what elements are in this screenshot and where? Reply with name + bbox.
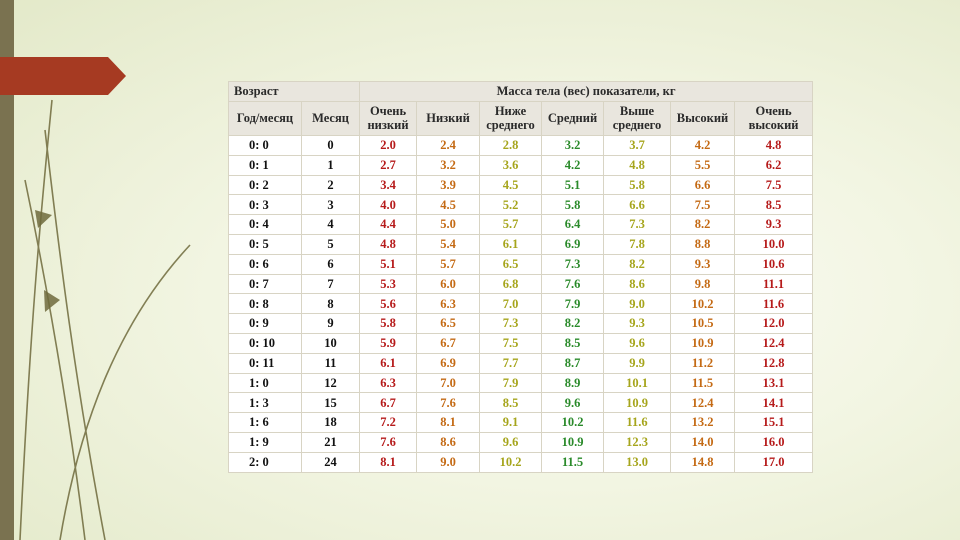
table-row: [229, 353, 813, 373]
above-average-cell: 9.6: [604, 333, 671, 353]
above-average-cell: 10.9: [604, 393, 671, 413]
high-cell: 5.5: [671, 155, 735, 175]
column-header: Низкий: [417, 102, 480, 136]
below-average-cell: 6.5: [480, 254, 542, 274]
very-high-cell: 13.1: [735, 373, 813, 393]
very-low-cell: 2.7: [360, 155, 417, 175]
high-cell: 9.3: [671, 254, 735, 274]
low-cell: 7.6: [417, 393, 480, 413]
table-row: [229, 452, 813, 472]
column-header: Месяц: [302, 102, 360, 136]
age-cell: 0: 9: [229, 314, 302, 334]
average-cell: 7.9: [542, 294, 604, 314]
age-cell: 0: 4: [229, 215, 302, 235]
below-average-cell: 7.7: [480, 353, 542, 373]
high-cell: 10.5: [671, 314, 735, 334]
low-cell: 6.7: [417, 333, 480, 353]
low-cell: 4.5: [417, 195, 480, 215]
table-row: [229, 234, 813, 254]
average-cell: 5.8: [542, 195, 604, 215]
age-cell: 0: 8: [229, 294, 302, 314]
above-average-cell: 7.3: [604, 215, 671, 235]
very-high-cell: 15.1: [735, 413, 813, 433]
very-high-cell: 10.6: [735, 254, 813, 274]
low-cell: 8.1: [417, 413, 480, 433]
low-cell: 9.0: [417, 452, 480, 472]
very-high-cell: 12.4: [735, 333, 813, 353]
above-average-cell: 11.6: [604, 413, 671, 433]
column-header: Высокий: [671, 102, 735, 136]
age-cell: 0: 2: [229, 175, 302, 195]
very-low-cell: 5.1: [360, 254, 417, 274]
column-header: Выше среднего: [604, 102, 671, 136]
very-high-cell: 10.0: [735, 234, 813, 254]
very-high-cell: 12.0: [735, 314, 813, 334]
age-cell: 0: 5: [229, 234, 302, 254]
column-header: Средний: [542, 102, 604, 136]
low-cell: 3.9: [417, 175, 480, 195]
very-high-cell: 8.5: [735, 195, 813, 215]
very-low-cell: 6.1: [360, 353, 417, 373]
high-cell: 9.8: [671, 274, 735, 294]
high-cell: 4.2: [671, 136, 735, 156]
table-row: [229, 136, 813, 156]
weight-table-container: [228, 81, 812, 469]
low-cell: 2.4: [417, 136, 480, 156]
average-cell: 7.6: [542, 274, 604, 294]
high-cell: 11.2: [671, 353, 735, 373]
age-cell: 0: 11: [229, 353, 302, 373]
average-cell: 6.4: [542, 215, 604, 235]
table-row: [229, 294, 813, 314]
below-average-cell: 10.2: [480, 452, 542, 472]
below-average-cell: 8.5: [480, 393, 542, 413]
very-low-cell: 6.3: [360, 373, 417, 393]
low-cell: 6.5: [417, 314, 480, 334]
above-average-cell: 13.0: [604, 452, 671, 472]
average-cell: 6.9: [542, 234, 604, 254]
low-cell: 6.3: [417, 294, 480, 314]
very-high-cell: 9.3: [735, 215, 813, 235]
month-cell: 11: [302, 353, 360, 373]
low-cell: 6.0: [417, 274, 480, 294]
below-average-cell: 2.8: [480, 136, 542, 156]
above-average-cell: 9.3: [604, 314, 671, 334]
below-average-cell: 9.6: [480, 432, 542, 452]
below-average-cell: 6.1: [480, 234, 542, 254]
average-cell: 10.2: [542, 413, 604, 433]
age-cell: 1: 0: [229, 373, 302, 393]
very-low-cell: 5.6: [360, 294, 417, 314]
month-cell: 3: [302, 195, 360, 215]
low-cell: 3.2: [417, 155, 480, 175]
age-cell: 0: 10: [229, 333, 302, 353]
very-low-cell: 4.4: [360, 215, 417, 235]
column-header: Очень высокий: [735, 102, 813, 136]
table-row: [229, 274, 813, 294]
above-average-cell: 5.8: [604, 175, 671, 195]
high-cell: 8.8: [671, 234, 735, 254]
age-cell: 0: 7: [229, 274, 302, 294]
above-average-cell: 4.8: [604, 155, 671, 175]
table-row: [229, 413, 813, 433]
above-average-cell: 8.6: [604, 274, 671, 294]
month-cell: 5: [302, 234, 360, 254]
below-average-cell: 4.5: [480, 175, 542, 195]
very-low-cell: 8.1: [360, 452, 417, 472]
high-cell: 10.2: [671, 294, 735, 314]
high-cell: 8.2: [671, 215, 735, 235]
high-cell: 14.0: [671, 432, 735, 452]
very-high-cell: 12.8: [735, 353, 813, 373]
table-row: [229, 254, 813, 274]
month-cell: 9: [302, 314, 360, 334]
table-row: [229, 175, 813, 195]
table-row: [229, 195, 813, 215]
very-high-cell: 16.0: [735, 432, 813, 452]
weight-table: [228, 81, 813, 473]
month-cell: 21: [302, 432, 360, 452]
age-cell: 1: 3: [229, 393, 302, 413]
above-average-cell: 6.6: [604, 195, 671, 215]
above-average-cell: 9.0: [604, 294, 671, 314]
below-average-cell: 9.1: [480, 413, 542, 433]
table-row: [229, 155, 813, 175]
average-cell: 9.6: [542, 393, 604, 413]
high-cell: 12.4: [671, 393, 735, 413]
below-average-cell: 5.7: [480, 215, 542, 235]
average-cell: 7.3: [542, 254, 604, 274]
month-cell: 4: [302, 215, 360, 235]
header-mass-group: Масса тела (вес) показатели, кг: [360, 82, 813, 102]
age-cell: 0: 6: [229, 254, 302, 274]
age-cell: 0: 3: [229, 195, 302, 215]
above-average-cell: 12.3: [604, 432, 671, 452]
month-cell: 1: [302, 155, 360, 175]
table-body: [229, 136, 813, 473]
above-average-cell: 10.1: [604, 373, 671, 393]
below-average-cell: 7.0: [480, 294, 542, 314]
low-cell: 5.4: [417, 234, 480, 254]
very-low-cell: 7.2: [360, 413, 417, 433]
age-cell: 0: 0: [229, 136, 302, 156]
month-cell: 24: [302, 452, 360, 472]
very-high-cell: 11.1: [735, 274, 813, 294]
average-cell: 8.7: [542, 353, 604, 373]
decorative-curves: [0, 0, 260, 540]
very-low-cell: 5.8: [360, 314, 417, 334]
table-row: [229, 432, 813, 452]
month-cell: 15: [302, 393, 360, 413]
month-cell: 10: [302, 333, 360, 353]
very-low-cell: 7.6: [360, 432, 417, 452]
header-age-group: Возраст: [229, 82, 360, 102]
age-cell: 2: 0: [229, 452, 302, 472]
very-high-cell: 7.5: [735, 175, 813, 195]
low-cell: 6.9: [417, 353, 480, 373]
very-low-cell: 2.0: [360, 136, 417, 156]
month-cell: 8: [302, 294, 360, 314]
table-row: [229, 393, 813, 413]
very-low-cell: 6.7: [360, 393, 417, 413]
very-high-cell: 11.6: [735, 294, 813, 314]
age-cell: 0: 1: [229, 155, 302, 175]
below-average-cell: 7.5: [480, 333, 542, 353]
low-cell: 8.6: [417, 432, 480, 452]
age-cell: 1: 6: [229, 413, 302, 433]
month-cell: 6: [302, 254, 360, 274]
above-average-cell: 8.2: [604, 254, 671, 274]
above-average-cell: 7.8: [604, 234, 671, 254]
average-cell: 4.2: [542, 155, 604, 175]
high-cell: 13.2: [671, 413, 735, 433]
very-low-cell: 3.4: [360, 175, 417, 195]
month-cell: 7: [302, 274, 360, 294]
month-cell: 12: [302, 373, 360, 393]
average-cell: 10.9: [542, 432, 604, 452]
very-high-cell: 17.0: [735, 452, 813, 472]
high-cell: 10.9: [671, 333, 735, 353]
below-average-cell: 6.8: [480, 274, 542, 294]
below-average-cell: 5.2: [480, 195, 542, 215]
above-average-cell: 9.9: [604, 353, 671, 373]
low-cell: 7.0: [417, 373, 480, 393]
high-cell: 7.5: [671, 195, 735, 215]
average-cell: 3.2: [542, 136, 604, 156]
high-cell: 6.6: [671, 175, 735, 195]
below-average-cell: 7.9: [480, 373, 542, 393]
average-cell: 8.2: [542, 314, 604, 334]
table-row: [229, 314, 813, 334]
very-high-cell: 6.2: [735, 155, 813, 175]
column-header: Очень низкий: [360, 102, 417, 136]
below-average-cell: 7.3: [480, 314, 542, 334]
age-cell: 1: 9: [229, 432, 302, 452]
very-low-cell: 5.3: [360, 274, 417, 294]
average-cell: 11.5: [542, 452, 604, 472]
column-header: Ниже среднего: [480, 102, 542, 136]
month-cell: 18: [302, 413, 360, 433]
average-cell: 8.9: [542, 373, 604, 393]
month-cell: 2: [302, 175, 360, 195]
high-cell: 11.5: [671, 373, 735, 393]
very-low-cell: 4.0: [360, 195, 417, 215]
table-row: [229, 215, 813, 235]
column-header: Год/месяц: [229, 102, 302, 136]
average-cell: 8.5: [542, 333, 604, 353]
low-cell: 5.0: [417, 215, 480, 235]
table-row: [229, 373, 813, 393]
month-cell: 0: [302, 136, 360, 156]
very-high-cell: 14.1: [735, 393, 813, 413]
average-cell: 5.1: [542, 175, 604, 195]
very-high-cell: 4.8: [735, 136, 813, 156]
above-average-cell: 3.7: [604, 136, 671, 156]
very-low-cell: 5.9: [360, 333, 417, 353]
high-cell: 14.8: [671, 452, 735, 472]
very-low-cell: 4.8: [360, 234, 417, 254]
below-average-cell: 3.6: [480, 155, 542, 175]
low-cell: 5.7: [417, 254, 480, 274]
table-row: [229, 333, 813, 353]
